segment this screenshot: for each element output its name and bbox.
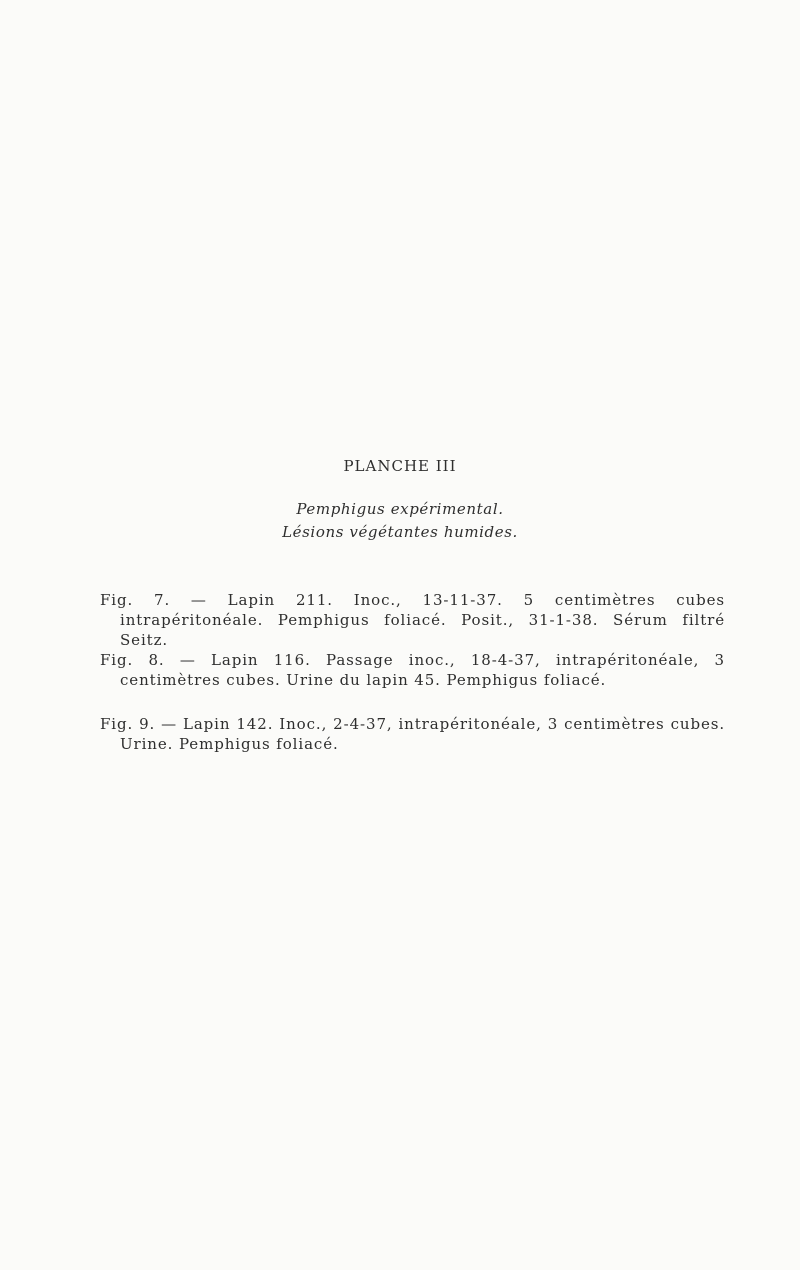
plate-subtitle-2: Lésions végétantes humides.: [282, 523, 518, 541]
figure-caption-7: Fig. 7. — Lapin 211. Inoc., 13-11-37. 5 centimètres cubes intrapéritonéale. Pemphigus foliacé. Posit., 31-1-38. Sérum filtré Seitz.: [100, 591, 725, 649]
figure-caption-9: Fig. 9. — Lapin 142. Inoc., 2-4-37, intrapéritonéale, 3 centimètres cubes. Urine. Pemphigus foliacé.: [100, 715, 725, 753]
figure-caption-8: Fig. 8. — Lapin 116. Passage inoc., 18-4-37, intrapéritonéale, 3 centimètres cubes. Urine du lapin 45. Pemphigus foliacé.: [100, 651, 725, 689]
plate-subtitle-1: Pemphigus expérimental.: [296, 500, 504, 518]
plate-title: PLANCHE III: [343, 457, 457, 475]
